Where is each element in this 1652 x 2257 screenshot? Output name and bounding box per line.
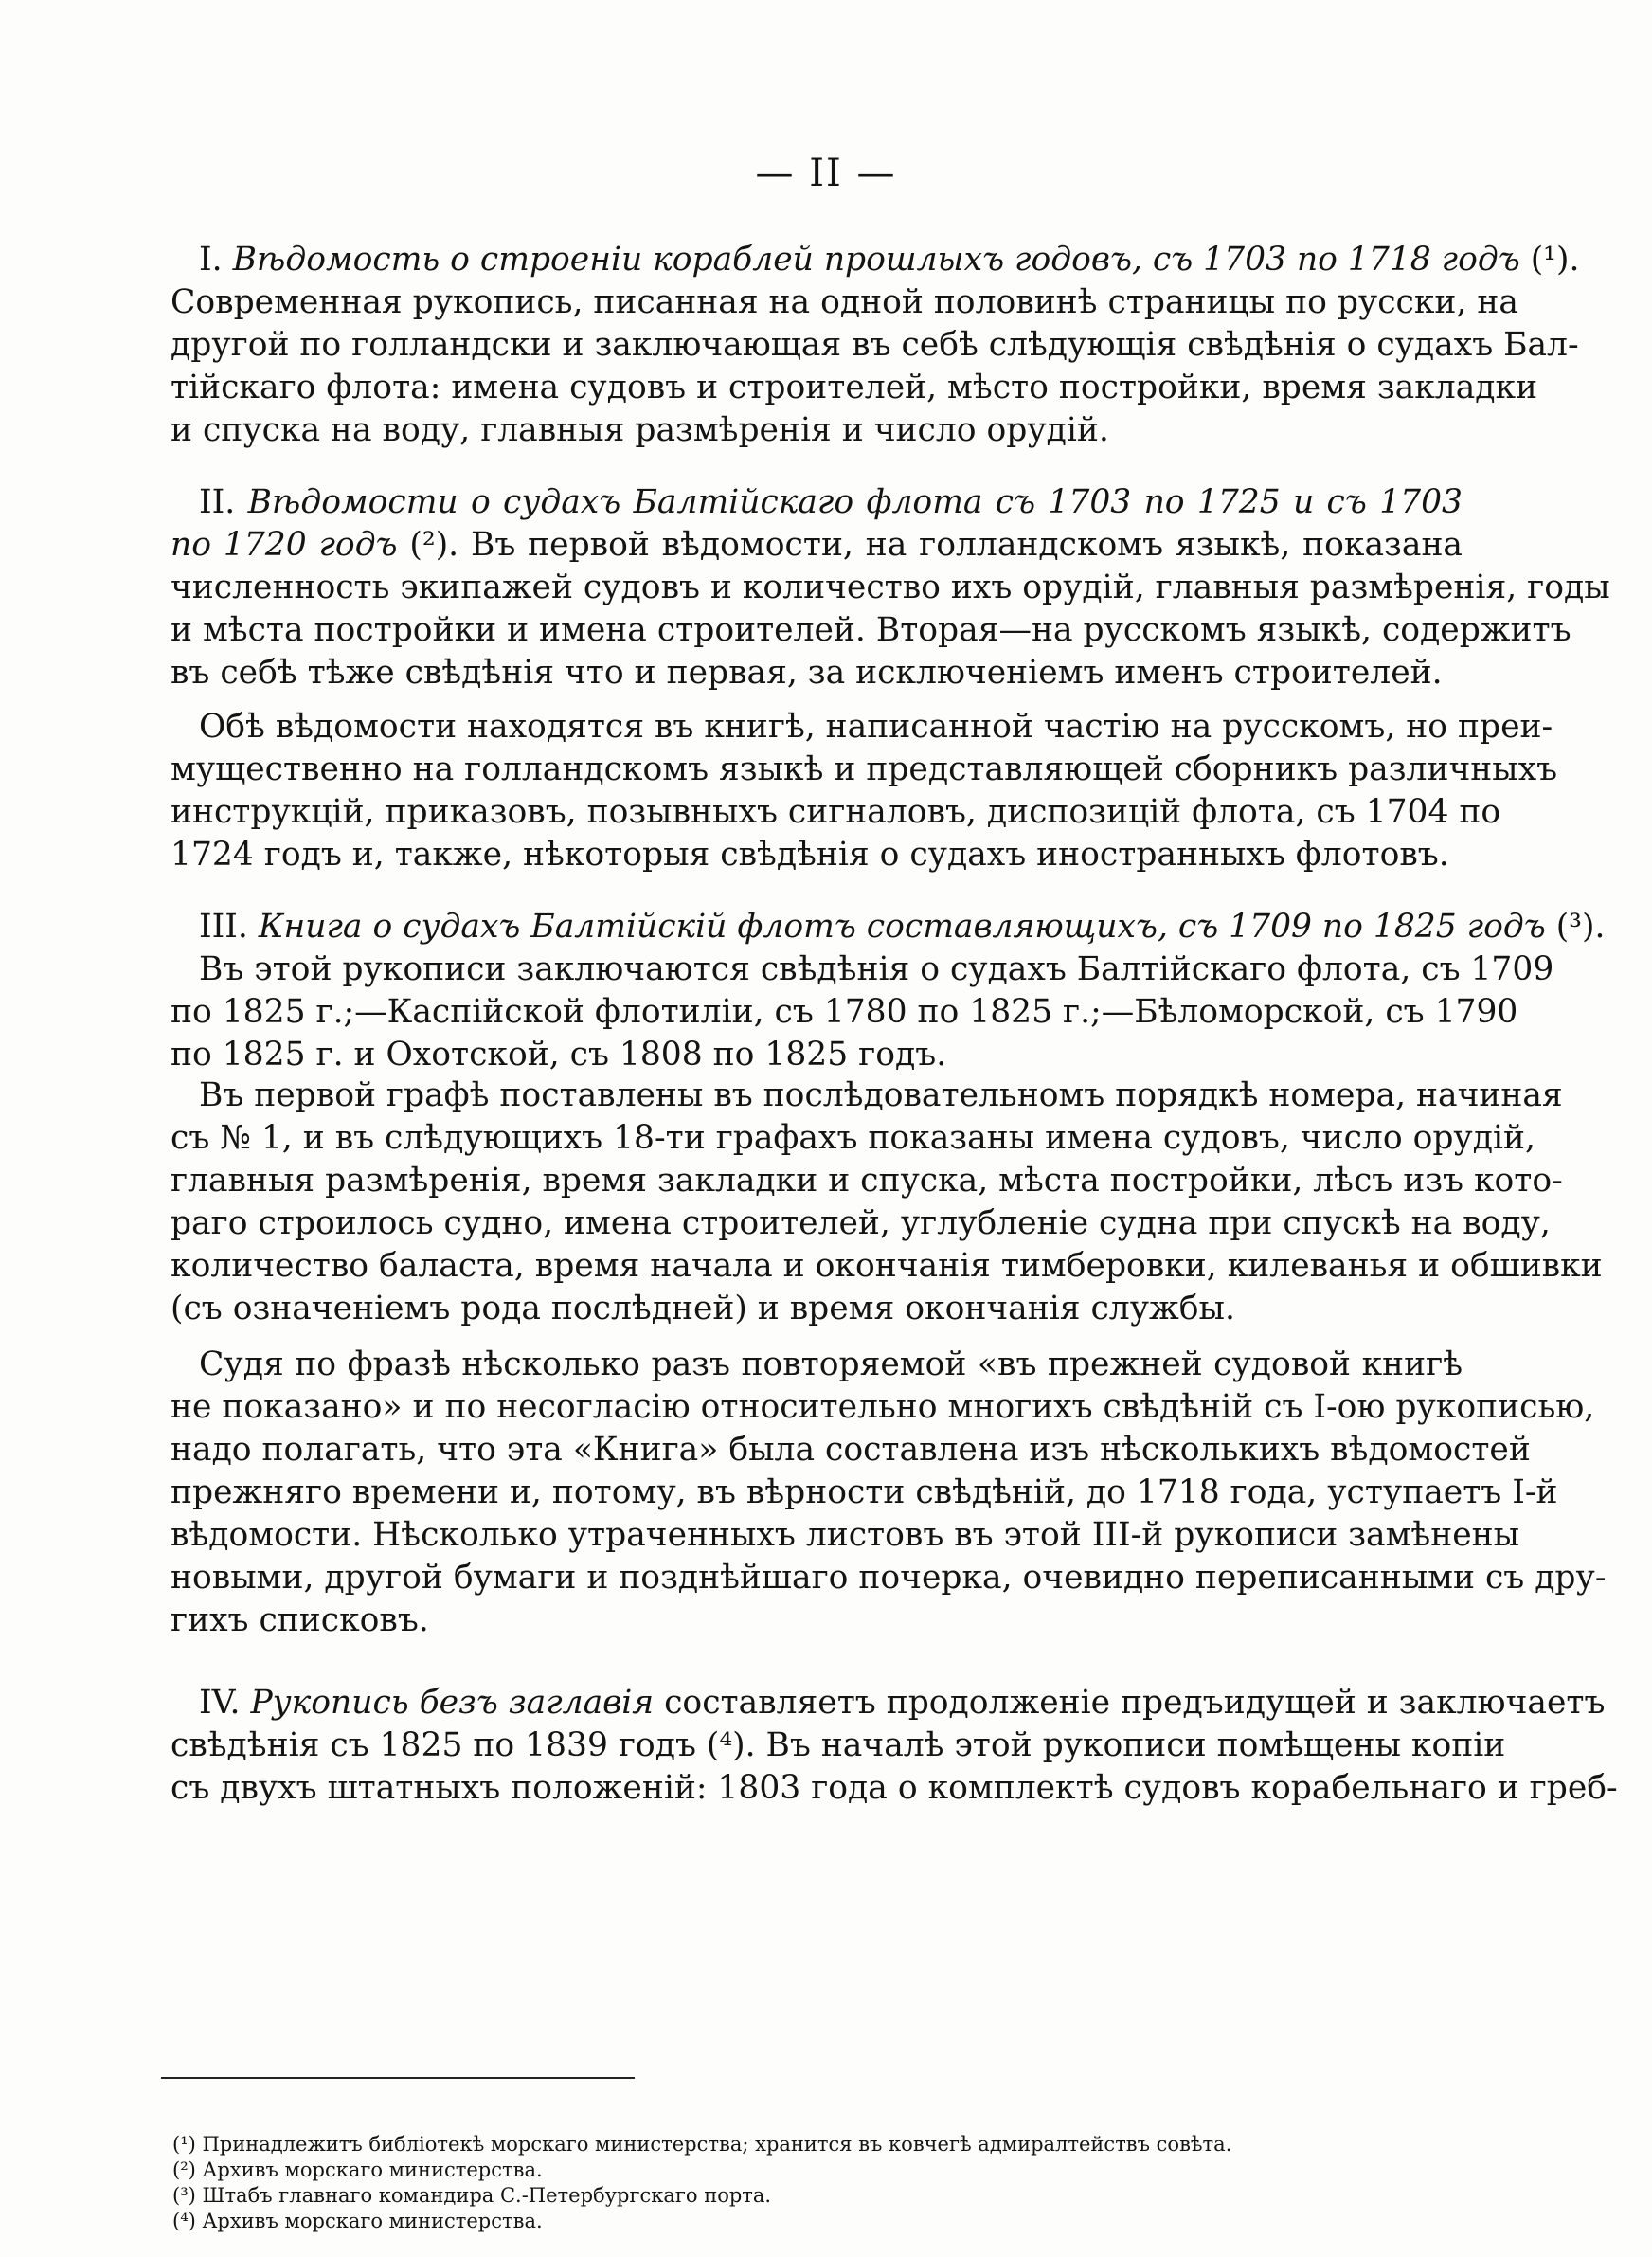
text-line: надо полагать, что эта «Книга» была составлена изъ нѣсколькихъ вѣдомостей	[171, 1431, 1531, 1469]
section-2-title-cont: по 1720 годъ	[171, 526, 398, 564]
section-3-heading-line	[171, 906, 1606, 948]
text-line: гихъ списковъ.	[171, 1601, 429, 1639]
section-2-title: Вѣдомости о судахъ Балтійскаго флота съ 1703 по 1725 и съ 1703	[247, 483, 1463, 521]
section-4-label: IV.	[199, 1684, 241, 1722]
text-line: Современная рукопись, писанная на одной половинѣ страницы по русски, на	[171, 283, 1518, 321]
text-line: 1724 годъ и, также, нѣкоторыя свѣдѣнія о судахъ иностранныхъ флотовъ.	[171, 836, 1449, 874]
text-line: главныя размѣренія, время закладки и спуска, мѣста постройки, лѣсъ изъ кото-	[171, 1162, 1563, 1200]
section-2-label: II.	[199, 483, 236, 521]
text-line: по 1825 г. и Охотской, съ 1808 по 1825 годъ.	[171, 1036, 947, 1074]
section-3-paragraph-2	[171, 1074, 1603, 1330]
section-4-title: Рукопись безъ заглавія	[250, 1684, 655, 1722]
text-line: и спуска на воду, главныя размѣренія и число орудій.	[171, 411, 1109, 449]
section-2-paragraph-2	[171, 706, 1558, 876]
footnote-3: (³) Штабъ главнаго командира С.-Петербургскаго порта.	[172, 2184, 772, 2207]
text-line: свѣдѣнія съ 1825 по 1839 годъ (⁴). Въ началѣ этой рукописи помѣщены копіи	[171, 1726, 1506, 1764]
text-line: Въ этой рукописи заключаются свѣдѣнія о судахъ Балтійскаго флота, съ 1709	[199, 950, 1554, 988]
text-line: другой по голландски и заключающая въ себѣ слѣдующія свѣдѣнія о судахъ Бал-	[171, 326, 1579, 364]
section-3-paragraph-3	[171, 1344, 1607, 1642]
section-4-heading-line	[171, 1682, 1606, 1724]
text-line: прежняго времени и, потому, въ вѣрности свѣдѣній, до 1718 года, уступаетъ І-й	[171, 1473, 1558, 1511]
section-2	[171, 481, 1610, 695]
text-line: Судя по фразѣ нѣсколько разъ повторяемой «въ прежней судовой книгѣ	[199, 1345, 1463, 1383]
text-line: Въ первой графѣ поставлены въ послѣдовательномъ порядкѣ номера, начиная	[199, 1076, 1563, 1114]
footnote-4: (⁴) Архивъ морскаго министерства.	[172, 2210, 543, 2232]
text-line: новыми, другой бумаги и позднѣйшаго почерка, очевидно переписанными съ дру-	[171, 1559, 1607, 1597]
section-2-note: (²).	[409, 526, 459, 564]
text-line: инструкцій, приказовъ, позывныхъ сигналовъ, диспозицій флота, съ 1704 по	[171, 793, 1501, 831]
text-line: мущественно на голландскомъ языкѣ и представляющей сборникъ различныхъ	[171, 750, 1558, 788]
text-line: по 1825 г.;—Каспійской флотиліи, съ 1780 по 1825 г.;—Бѣломорской, съ 1790	[171, 993, 1518, 1031]
text-line: тійскаго флота: имена судовъ и строителей, мѣсто постройки, время закладки	[171, 369, 1538, 406]
text-line: и мѣста постройки и имена строителей. Вторая—на русскомъ языкѣ, содержитъ	[171, 611, 1571, 649]
text-line: количество баласта, время начала и окончанія тимберовки, килеванья и обшивки	[171, 1247, 1603, 1285]
section-2-first-line-rest: Въ первой вѣдомости, на голландскомъ языкѣ, показана	[471, 526, 1463, 564]
section-2-heading-line-2	[171, 524, 1463, 567]
text-line: съ № 1, и въ слѣдующихъ 18-ти графахъ показаны имена судовъ, число орудій,	[171, 1119, 1535, 1157]
text-line: съ двухъ штатныхъ положеній: 1803 года о комплектѣ судовъ корабельнаго и греб-	[171, 1769, 1618, 1807]
section-1-note: (¹).	[1530, 241, 1580, 279]
text-line: Обѣ вѣдомости находятся въ книгѣ, написанной частію на русскомъ, но преи-	[199, 708, 1553, 746]
section-2-heading-line	[171, 481, 1463, 524]
text-line: въ себѣ тѣже свѣдѣнія что и первая, за исключеніемъ именъ строителей.	[171, 654, 1443, 692]
text-line: не показано» и по несогласію относительно многихъ свѣдѣній съ І-ою рукописью,	[171, 1388, 1595, 1426]
section-1-heading-line	[171, 239, 1580, 281]
section-4-first-line-rest: составляетъ продолженіе предъидущей и заключаетъ	[664, 1684, 1606, 1722]
text-line: раго строилось судно, имена строителей, углубленіе судна при спускѣ на воду,	[171, 1204, 1551, 1242]
section-1	[171, 239, 1580, 452]
section-3-label: III.	[199, 908, 248, 946]
text-line: вѣдомости. Нѣсколько утраченныхъ листовъ въ этой ІІІ-й рукописи замѣнены	[171, 1516, 1520, 1554]
text-line: (съ означеніемъ рода послѣдней) и время окончанія службы.	[171, 1290, 1235, 1327]
section-3-title: Книга о судахъ Балтійскій флотъ составляющихъ, съ 1709 по 1825 годъ	[258, 908, 1546, 946]
section-4	[171, 1682, 1618, 1810]
section-1-label: I.	[199, 241, 223, 279]
section-3-note: (³).	[1555, 908, 1606, 946]
text-line: численность экипажей судовъ и количество ихъ орудій, главныя размѣренія, годы	[171, 569, 1610, 606]
section-3	[171, 906, 1606, 1076]
section-1-title: Вѣдомость о строеніи кораблей прошлыхъ годовъ, съ 1703 по 1718 годъ	[232, 241, 1520, 279]
footnotes	[172, 2132, 1404, 2234]
footnote-1: (¹) Принадлежитъ библіотекѣ морскаго министерства; хранится въ ковчегѣ адмиралтействъ совѣта.	[172, 2133, 1232, 2156]
footnote-2: (²) Архивъ морскаго министерства.	[172, 2158, 543, 2181]
page-number: — II —	[755, 152, 897, 195]
footnote-divider	[161, 2077, 635, 2079]
